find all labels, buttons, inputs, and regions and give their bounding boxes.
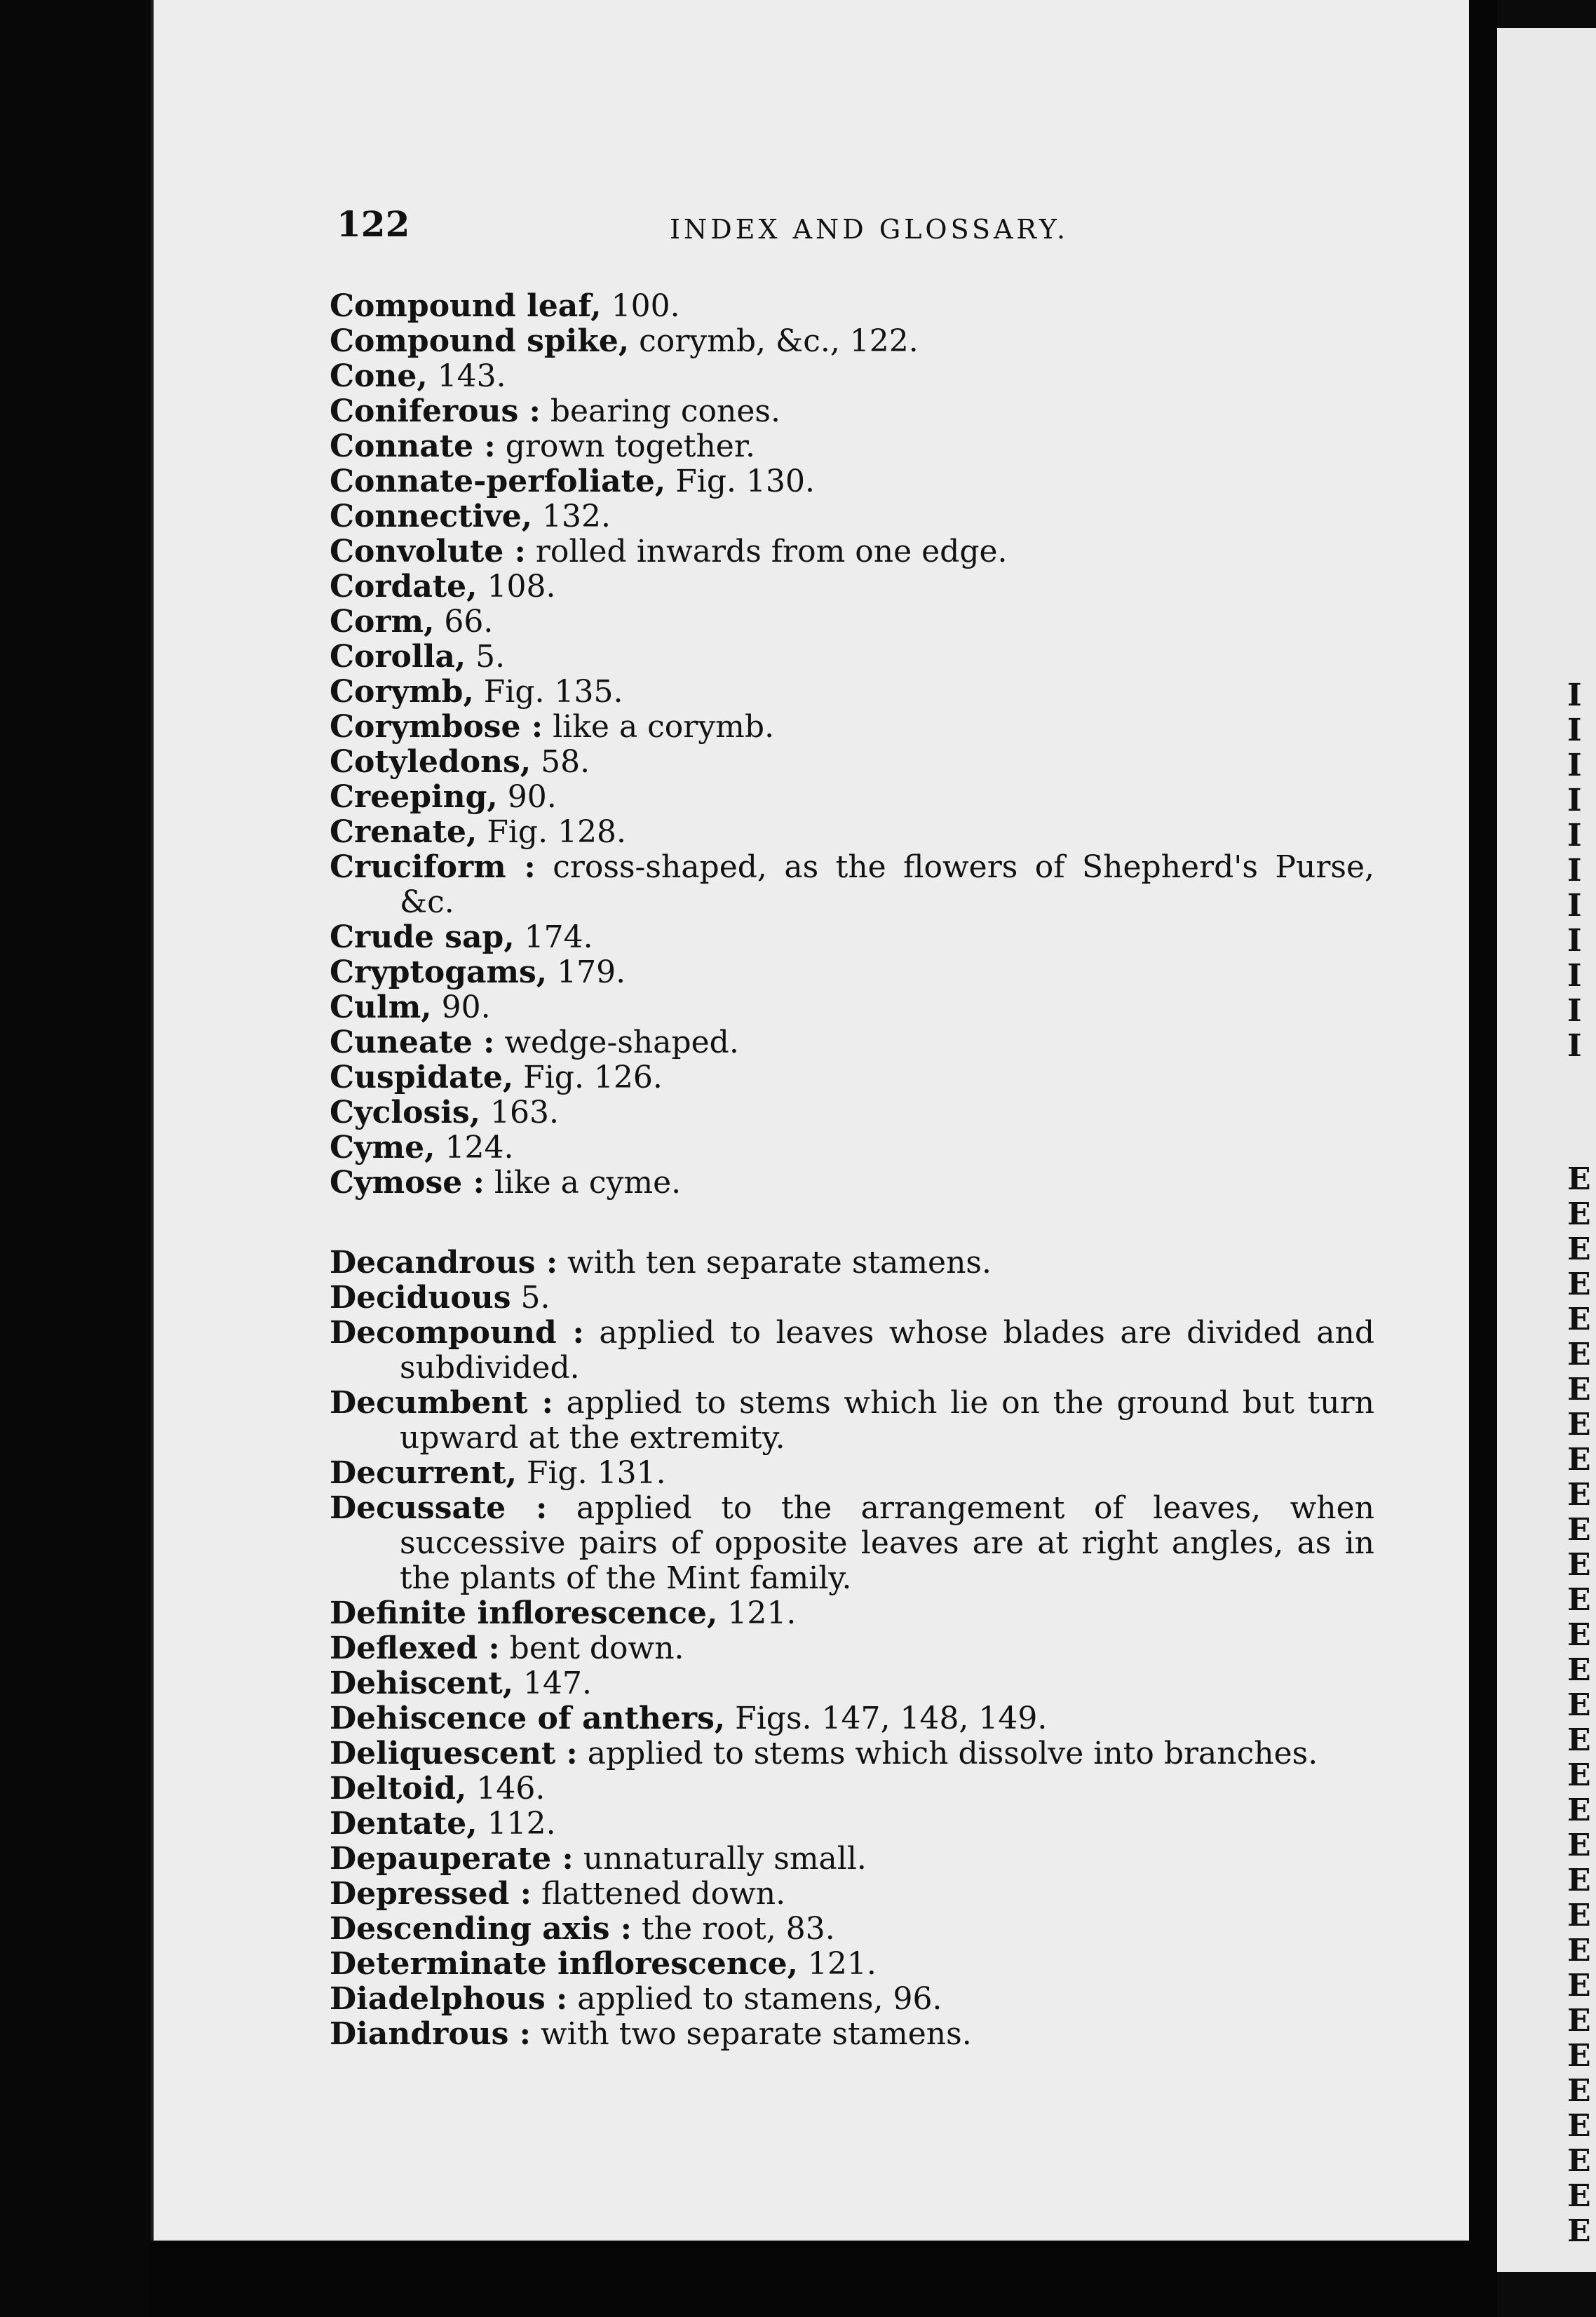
- glossary-entry: [330, 1095, 1374, 1130]
- entry-text: with ten separate stamens.: [557, 1245, 992, 1281]
- entry-text: applied to stems which dissolve into branches.: [577, 1736, 1318, 1771]
- entry-text: 147.: [513, 1666, 593, 1701]
- glossary-entry: [330, 1130, 1374, 1166]
- entry-term: Cruciform :: [330, 849, 536, 885]
- entry-text: 124.: [435, 1130, 514, 1166]
- adjacent-page-letter: E: [1567, 1196, 1591, 1232]
- glossary-entry: [330, 1982, 1374, 2017]
- entry-term: Depressed :: [330, 1876, 532, 1912]
- adjacent-page-letter: E: [1567, 1898, 1591, 1933]
- adjacent-page-letter: E: [1567, 2178, 1591, 2214]
- entry-term: Corymb,: [330, 674, 474, 710]
- adjacent-page-letter: I: [1567, 853, 1582, 889]
- entry-text: 179.: [547, 954, 626, 990]
- glossary-entry: [330, 1245, 1374, 1281]
- entry-text: Fig. 131.: [516, 1455, 666, 1491]
- entry-term: Decurrent,: [330, 1455, 517, 1491]
- adjacent-page-letter: I: [1567, 993, 1582, 1029]
- glossary-entry: [330, 1491, 1374, 1596]
- entry-term: Creeping,: [330, 779, 498, 815]
- adjacent-page-letter: E: [1567, 1442, 1591, 1478]
- entry-text: Fig. 135.: [473, 674, 623, 710]
- glossary-entry: [330, 710, 1374, 745]
- entry-term: Decumbent :: [330, 1385, 553, 1421]
- adjacent-page-letter: I: [1567, 712, 1582, 748]
- adjacent-page-letter: I: [1567, 1028, 1582, 1064]
- glossary-entry: [330, 1386, 1374, 1456]
- glossary-entry: [330, 1912, 1374, 1947]
- adjacent-page-letter: E: [1567, 1687, 1591, 1723]
- glossary-entry: [330, 359, 1374, 394]
- entry-text: applied to stems which lie on the ground but turn upward at the extremity.: [400, 1385, 1374, 1456]
- adjacent-page-letter: I: [1567, 888, 1582, 924]
- adjacent-page-letter: E: [1567, 1372, 1591, 1407]
- glossary-entry: [330, 1631, 1374, 1666]
- entry-text: the root, 83.: [632, 1911, 835, 1947]
- glossary-entry: [330, 920, 1374, 955]
- entry-text: 112.: [477, 1806, 556, 1842]
- entry-term: Dehiscent,: [330, 1666, 514, 1701]
- entry-text: 5.: [466, 639, 506, 675]
- entry-text: bearing cones.: [540, 393, 780, 429]
- entry-text: grown together.: [495, 428, 756, 464]
- entry-term: Cotyledons,: [330, 744, 532, 780]
- entry-term: Dehiscence of anthers,: [330, 1701, 726, 1736]
- scan-left-margin: [0, 0, 175, 2317]
- adjacent-page-letter: E: [1567, 1722, 1591, 1758]
- glossary-entry: [330, 569, 1374, 604]
- entry-term: Determinate inflorescence,: [330, 1946, 798, 1982]
- adjacent-page-letter: E: [1567, 1337, 1591, 1372]
- entry-text: corymb, &c., 122.: [629, 323, 919, 359]
- glossary-entry: [330, 1060, 1374, 1095]
- glossary-entry: [330, 675, 1374, 710]
- running-head: INDEX AND GLOSSARY.: [670, 214, 1069, 245]
- glossary-entry: [330, 1166, 1374, 1201]
- adjacent-page-letter: E: [1567, 1828, 1591, 1863]
- glossary-entry: [330, 1316, 1374, 1386]
- adjacent-page-letter: E: [1567, 1161, 1591, 1197]
- entry-text: Figs. 147, 148, 149.: [725, 1701, 1048, 1736]
- entry-text: bent down.: [499, 1630, 684, 1666]
- entry-term: Connate :: [330, 428, 496, 464]
- entry-text: 163.: [480, 1095, 559, 1130]
- entry-text: Fig. 128.: [477, 814, 627, 850]
- glossary-entry: [330, 850, 1374, 920]
- entry-term: Cordate,: [330, 569, 478, 604]
- glossary-entry: [330, 324, 1374, 359]
- entry-term: Depauperate :: [330, 1841, 574, 1877]
- book-gutter: [1469, 0, 1497, 2317]
- entry-term: Decompound :: [330, 1315, 584, 1351]
- glossary-entry: [330, 429, 1374, 464]
- entry-term: Cryptogams,: [330, 954, 548, 990]
- glossary-entry: [330, 1281, 1374, 1316]
- entry-term: Descending axis :: [330, 1911, 633, 1947]
- adjacent-page-letter: E: [1567, 1231, 1591, 1267]
- entry-term: Deliquescent :: [330, 1736, 578, 1771]
- adjacent-page-letter: E: [1567, 1617, 1591, 1653]
- entry-term: Cyclosis,: [330, 1095, 481, 1130]
- page-number: 122: [337, 203, 410, 245]
- adjacent-page-letter: I: [1567, 818, 1582, 853]
- entry-text: 121.: [797, 1946, 877, 1982]
- glossary-entry: [330, 1947, 1374, 1982]
- entry-text: flattened down.: [531, 1876, 786, 1912]
- adjacent-page-letter: E: [1567, 2143, 1591, 2179]
- glossary-entry: [330, 1596, 1374, 1631]
- glossary-entry: [330, 1842, 1374, 1877]
- glossary-entry: [330, 815, 1374, 850]
- entry-term: Dentate,: [330, 1806, 478, 1842]
- entry-term: Deflexed :: [330, 1630, 500, 1666]
- entry-text: 108.: [477, 569, 556, 604]
- glossary-entry: [330, 1771, 1374, 1806]
- glossary-entry: [330, 2017, 1374, 2052]
- entry-term: Deciduous: [330, 1280, 511, 1316]
- entry-text: 132.: [532, 499, 611, 534]
- entry-term: Definite inflorescence,: [330, 1595, 718, 1631]
- entry-text: 90.: [431, 989, 491, 1025]
- glossary-entry: [330, 745, 1374, 780]
- glossary-entry: [330, 955, 1374, 990]
- entry-term: Compound leaf,: [330, 288, 602, 324]
- glossary-entry: [330, 289, 1374, 324]
- entry-text: applied to leaves whose blades are divided and subdivided.: [400, 1315, 1375, 1386]
- entry-term: Cuneate :: [330, 1025, 495, 1060]
- entry-term: Diandrous :: [330, 2016, 531, 2052]
- entry-term: Diadelphous :: [330, 1981, 568, 2017]
- entry-term: Connective,: [330, 499, 533, 534]
- glossary-entry: [330, 534, 1374, 569]
- entry-text: 66.: [434, 604, 494, 640]
- glossary-entries: [330, 289, 1374, 2052]
- glossary-entry: [330, 1456, 1374, 1491]
- glossary-entry: [330, 1701, 1374, 1736]
- entry-term: Decussate :: [330, 1490, 548, 1526]
- entry-term: Connate-perfoliate,: [330, 464, 666, 499]
- adjacent-page-letter: E: [1567, 1652, 1591, 1688]
- entry-term: Compound spike,: [330, 323, 630, 359]
- entry-text: 174.: [514, 919, 593, 955]
- entry-term: Crenate,: [330, 814, 478, 850]
- adjacent-page-letter: E: [1567, 2038, 1591, 2074]
- entry-text: 146.: [466, 1771, 546, 1806]
- adjacent-page-letter: I: [1567, 923, 1582, 959]
- entry-term: Corm,: [330, 604, 435, 640]
- glossary-entry: [330, 604, 1374, 640]
- adjacent-page-letter: E: [1567, 1757, 1591, 1793]
- entry-term: Coniferous :: [330, 393, 541, 429]
- adjacent-page-letter: I: [1567, 958, 1582, 994]
- entry-text: unnaturally small.: [573, 1841, 867, 1877]
- entry-text: 100.: [601, 288, 680, 324]
- entry-text: cross-shaped, as the flowers of Shepherd's Purse, &c.: [400, 849, 1374, 920]
- adjacent-page-edge: [1497, 28, 1596, 2272]
- entry-term: Corymbose :: [330, 709, 543, 745]
- glossary-entry: [330, 1806, 1374, 1842]
- adjacent-page-letter: I: [1567, 748, 1582, 783]
- glossary-entry: [330, 640, 1374, 675]
- entry-text: Fig. 126.: [513, 1060, 663, 1095]
- entry-text: 121.: [717, 1595, 797, 1631]
- glossary-entry: [330, 499, 1374, 534]
- adjacent-page-letter: E: [1567, 2108, 1591, 2144]
- adjacent-page-letter: E: [1567, 1968, 1591, 2004]
- adjacent-page-letter: E: [1567, 1792, 1591, 1828]
- adjacent-page-letter: E: [1567, 1933, 1591, 1968]
- adjacent-page-letter: I: [1567, 677, 1582, 713]
- entry-text: like a corymb.: [543, 709, 775, 745]
- entry-text: with two separate stamens.: [531, 2016, 972, 2052]
- adjacent-page-letter: E: [1567, 2073, 1591, 2109]
- glossary-entry: [330, 464, 1374, 499]
- adjacent-page-letter: E: [1567, 2213, 1591, 2249]
- entry-term: Cuspidate,: [330, 1060, 514, 1095]
- entry-text: like a cyme.: [484, 1165, 682, 1201]
- entry-text: 143.: [427, 358, 506, 394]
- adjacent-page-letter: I: [1567, 783, 1582, 818]
- entry-term: Culm,: [330, 989, 432, 1025]
- adjacent-page-letter: E: [1567, 1582, 1591, 1618]
- entry-term: Decandrous :: [330, 1245, 558, 1281]
- entry-text: Fig. 130.: [665, 464, 815, 499]
- adjacent-page-letter: E: [1567, 1512, 1591, 1548]
- entry-text: applied to the arrangement of leaves, when successive pairs of opposite leaves are at right angles, as in the plants of the Mint family.: [400, 1490, 1374, 1596]
- adjacent-page-letter: E: [1567, 1477, 1591, 1513]
- adjacent-page-letter: E: [1567, 1547, 1591, 1583]
- glossary-entry: [330, 1666, 1374, 1701]
- entry-term: Corolla,: [330, 639, 466, 675]
- scan-bottom-margin: [151, 2241, 1469, 2317]
- glossary-entry: [330, 394, 1374, 429]
- adjacent-page-letter: E: [1567, 1266, 1591, 1302]
- entry-text: 90.: [497, 779, 557, 815]
- glossary-entry: [330, 780, 1374, 815]
- glossary-entry: [330, 1736, 1374, 1771]
- adjacent-page-letter: E: [1567, 2003, 1591, 2039]
- entry-term: Convolute :: [330, 534, 526, 569]
- glossary-entry: [330, 1877, 1374, 1912]
- entry-text: 58.: [531, 744, 590, 780]
- entry-text: rolled inwards from one edge.: [525, 534, 1008, 569]
- adjacent-page-letter: E: [1567, 1407, 1591, 1443]
- entry-text: wedge-shaped.: [494, 1025, 739, 1060]
- entry-term: Cone,: [330, 358, 428, 394]
- glossary-entry: [330, 990, 1374, 1025]
- entry-term: Crude sap,: [330, 919, 515, 955]
- adjacent-page-letter: E: [1567, 1863, 1591, 1898]
- glossary-entry: [330, 1025, 1374, 1060]
- entry-term: Deltoid,: [330, 1771, 467, 1806]
- entry-term: Cymose :: [330, 1165, 485, 1201]
- entry-text: 5.: [510, 1280, 550, 1316]
- adjacent-page-letter: E: [1567, 1302, 1591, 1337]
- entry-text: applied to stamens, 96.: [567, 1981, 942, 2017]
- entry-term: Cyme,: [330, 1130, 435, 1166]
